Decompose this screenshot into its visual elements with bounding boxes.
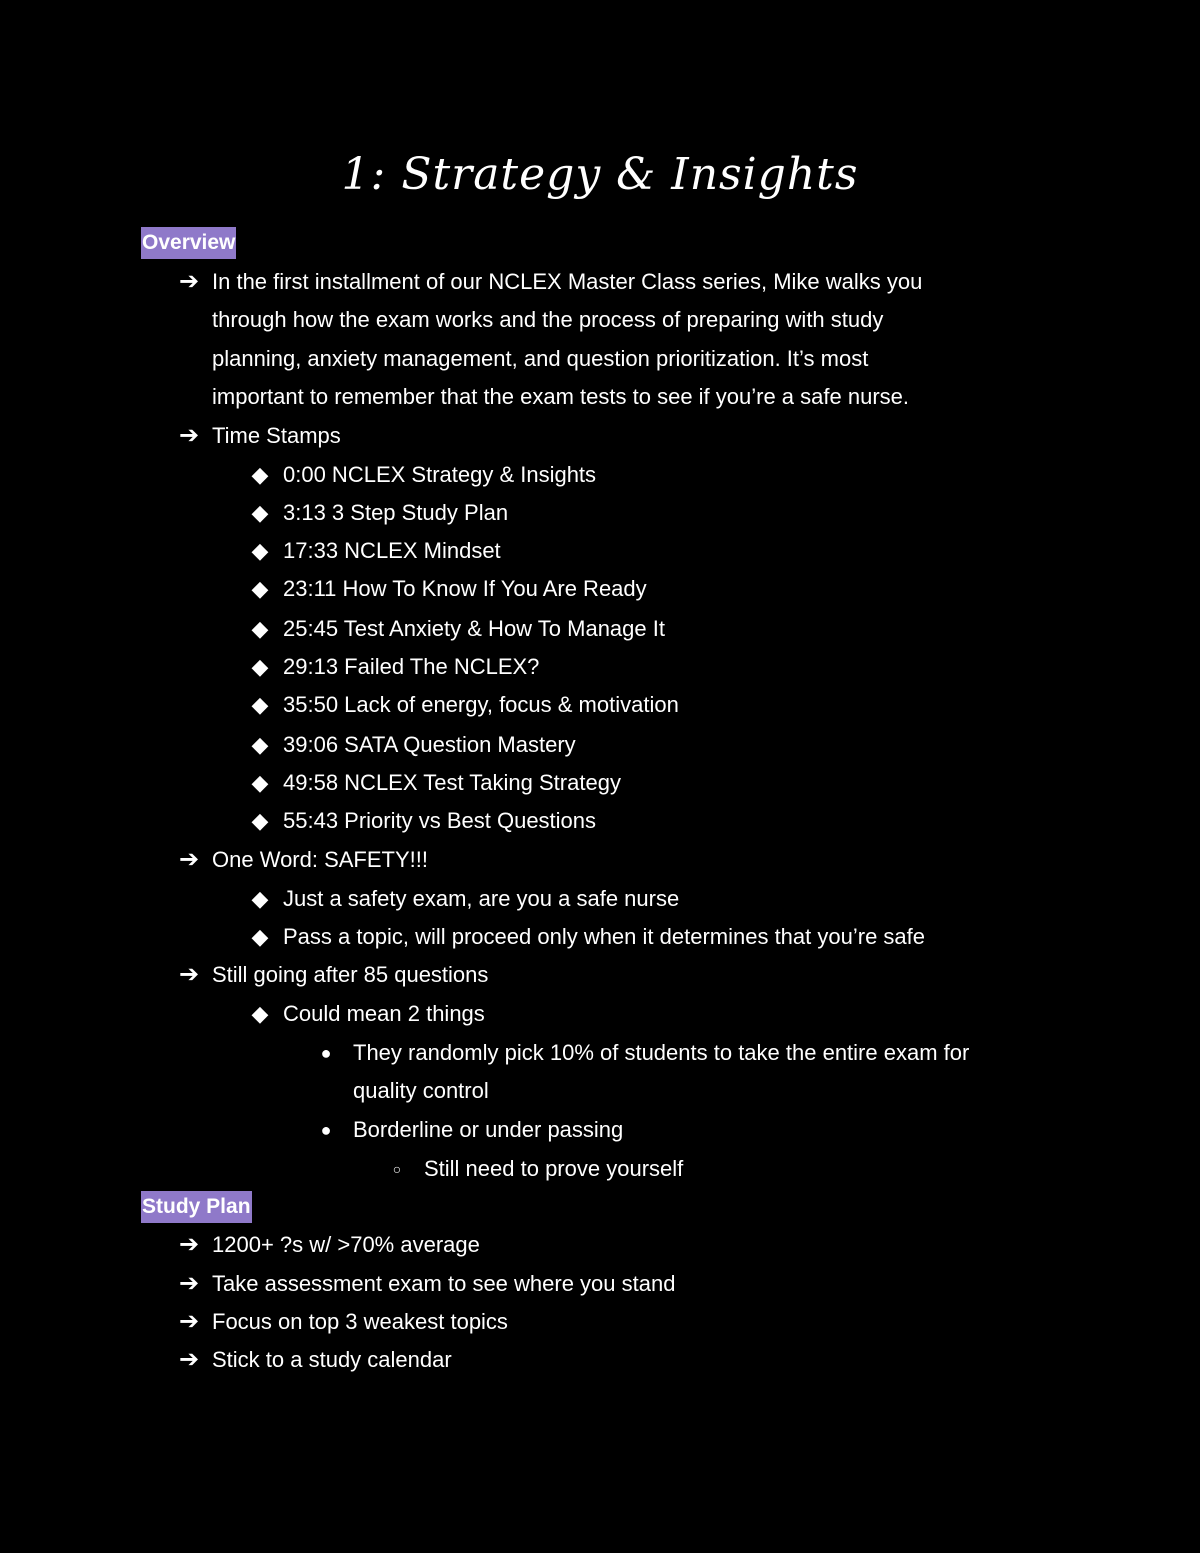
- timestamp-item: 39:06 SATA Question Mastery: [283, 732, 576, 757]
- reason-line: They randomly pick 10% of students to take the entire exam for: [353, 1040, 970, 1065]
- still-going-sub: Could mean 2 things: [283, 1001, 485, 1026]
- diamond-bullet-icon: ◆: [251, 770, 269, 795]
- timestamp-item: 17:33 NCLEX Mindset: [283, 538, 501, 563]
- arrow-right-icon: ➔: [178, 961, 200, 988]
- section-label-study-plan: Study Plan: [141, 1191, 252, 1223]
- diamond-bullet-icon: ◆: [251, 886, 269, 911]
- study-plan-item: Focus on top 3 weakest topics: [212, 1309, 508, 1334]
- reason-sub-line: Still need to prove yourself: [424, 1156, 684, 1181]
- filled-circle-bullet-icon: ●: [320, 1120, 332, 1140]
- still-going-heading: Still going after 85 questions: [212, 962, 489, 987]
- hollow-circle-bullet-icon: ○: [392, 1161, 402, 1177]
- arrow-right-icon: ➔: [178, 1346, 200, 1373]
- timestamp-item: 25:45 Test Anxiety & How To Manage It: [283, 616, 665, 641]
- intro-line: important to remember that the exam tests to see if you’re a safe nurse.: [212, 384, 909, 409]
- arrow-right-icon: ➔: [178, 268, 200, 295]
- timestamp-item: 49:58 NCLEX Test Taking Strategy: [283, 770, 621, 795]
- diamond-bullet-icon: ◆: [251, 692, 269, 717]
- study-plan-item: Stick to a study calendar: [212, 1347, 452, 1372]
- timestamp-item: 3:13 3 Step Study Plan: [283, 500, 509, 525]
- diamond-bullet-icon: ◆: [251, 924, 269, 949]
- timestamp-item: 0:00 NCLEX Strategy & Insights: [283, 462, 597, 487]
- timestamp-item: 55:43 Priority vs Best Questions: [283, 808, 597, 833]
- diamond-bullet-icon: ◆: [251, 576, 269, 601]
- arrow-right-icon: ➔: [178, 422, 200, 449]
- arrow-right-icon: ➔: [178, 1308, 200, 1335]
- diamond-bullet-icon: ◆: [251, 500, 269, 525]
- diamond-bullet-icon: ◆: [251, 616, 269, 641]
- filled-circle-bullet-icon: ●: [320, 1043, 332, 1063]
- arrow-right-icon: ➔: [178, 1270, 200, 1297]
- arrow-right-icon: ➔: [178, 846, 200, 873]
- diamond-bullet-icon: ◆: [251, 732, 269, 757]
- diamond-bullet-icon: ◆: [251, 462, 269, 487]
- timestamps-heading: Time Stamps: [212, 423, 341, 448]
- one-word-item: Pass a topic, will proceed only when it determines that you’re safe: [283, 924, 925, 949]
- intro-line: through how the exam works and the process of preparing with study: [212, 307, 884, 332]
- one-word-heading: One Word: SAFETY!!!: [212, 847, 428, 872]
- reason-line: quality control: [353, 1078, 489, 1103]
- one-word-item: Just a safety exam, are you a safe nurse: [283, 886, 680, 911]
- diamond-bullet-icon: ◆: [251, 654, 269, 679]
- timestamp-item: 23:11 How To Know If You Are Ready: [283, 576, 647, 601]
- page-title: 1: Strategy & Insights: [341, 149, 859, 200]
- reason-line: Borderline or under passing: [353, 1117, 624, 1142]
- diamond-bullet-icon: ◆: [251, 808, 269, 833]
- timestamp-item: 29:13 Failed The NCLEX?: [283, 654, 540, 679]
- section-label-overview: Overview: [141, 227, 236, 259]
- diamond-bullet-icon: ◆: [251, 538, 269, 563]
- arrow-right-icon: ➔: [178, 1231, 200, 1258]
- diamond-bullet-icon: ◆: [251, 1001, 269, 1026]
- intro-line: In the first installment of our NCLEX Master Class series, Mike walks you: [212, 269, 923, 294]
- study-plan-item: 1200+ ?s w/ >70% average: [212, 1232, 480, 1257]
- intro-line: planning, anxiety management, and question prioritization. It’s most: [212, 346, 869, 371]
- study-plan-item: Take assessment exam to see where you stand: [212, 1271, 676, 1296]
- timestamp-item: 35:50 Lack of energy, focus & motivation: [283, 692, 679, 717]
